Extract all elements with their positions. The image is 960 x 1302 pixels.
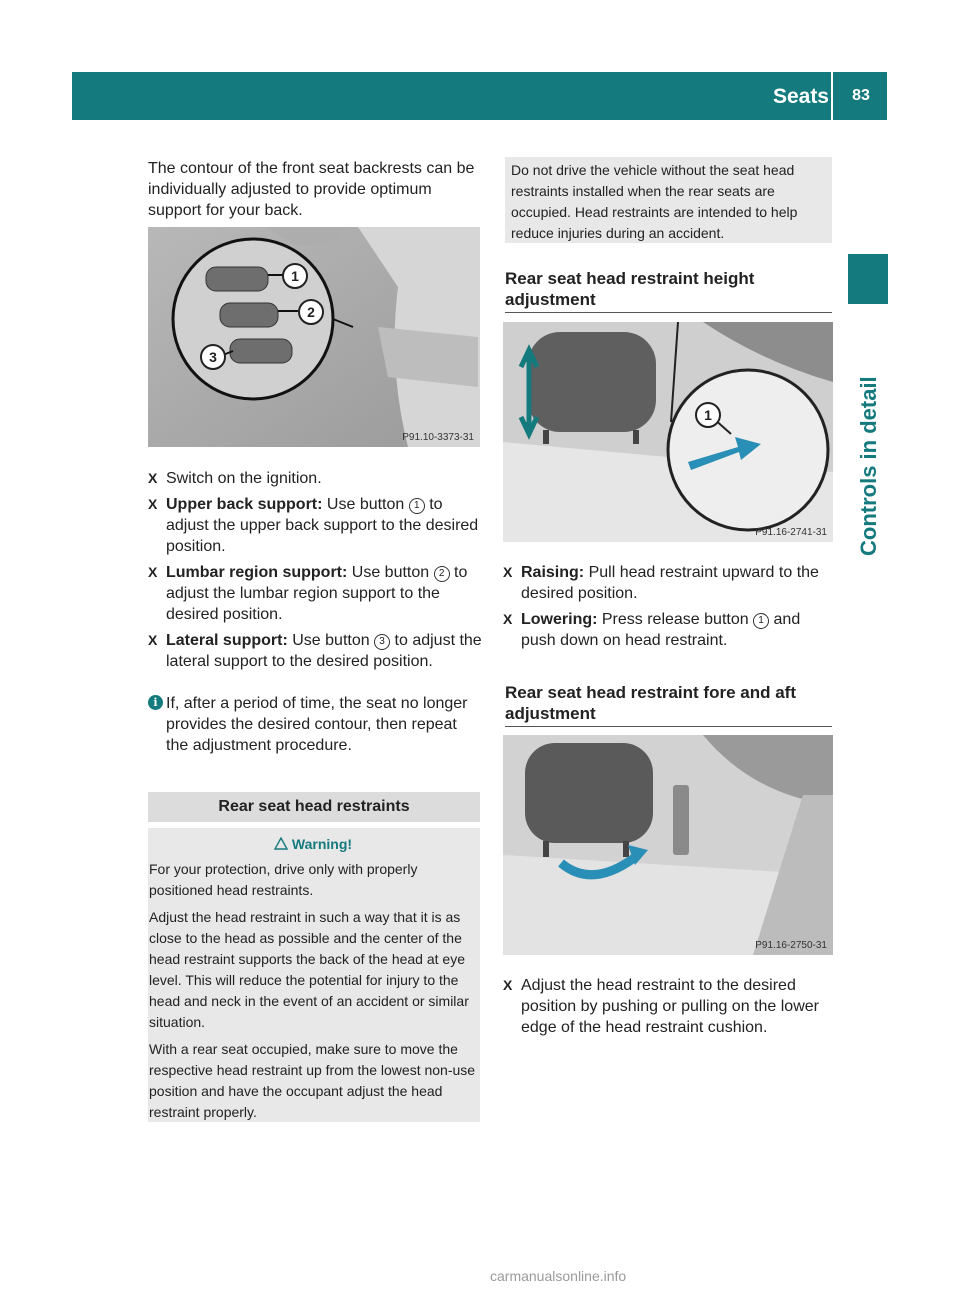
- section-heading: Rear seat head restraints: [148, 792, 480, 822]
- head-restraint-height-illustration: [503, 322, 833, 542]
- callout-1: 1: [282, 263, 308, 289]
- list-item: X Lumbar region support: Use button 2 to adjust the lumbar region support to the desired position.: [148, 564, 468, 623]
- heading-height-adjustment: Rear seat head restraint height adjustment: [505, 268, 832, 313]
- callout-1: 1: [695, 402, 721, 428]
- step-marker-icon: X: [503, 977, 513, 993]
- head-restraint-fore-aft-illustration: [503, 735, 833, 955]
- height-steps-list: [503, 562, 833, 656]
- seat-controls-illustration: [148, 227, 480, 447]
- list-item: X Adjust the head restraint to the desired position by pushing or pulling on the lower edge of the head restraint cushion.: [503, 977, 819, 1036]
- list-item: X Lateral support: Use button 3 to adjust the lateral support to the desired position.: [148, 632, 482, 670]
- info-icon: i: [148, 695, 163, 710]
- photo-label: P91.16-2750-31: [755, 940, 827, 951]
- watermark: carmanualsonline.info: [490, 1268, 627, 1284]
- seat-controls-photo: [148, 227, 480, 447]
- step-marker-icon: X: [148, 470, 158, 486]
- callout-3: 3: [200, 344, 226, 370]
- fore-aft-steps-list: [503, 975, 833, 1043]
- heading-fore-aft-adjustment: Rear seat head restraint fore and aft adjustment: [505, 682, 832, 727]
- step-marker-icon: X: [148, 564, 158, 580]
- header-divider: [831, 72, 833, 120]
- intro-paragraph: The contour of the front seat backrests can be individually adjusted to provide optimum support for your back.: [148, 160, 475, 219]
- section-title: Seats: [772, 85, 829, 108]
- step-marker-icon: X: [503, 564, 513, 580]
- warning-icon: [274, 837, 288, 850]
- step-marker-icon: X: [148, 496, 158, 512]
- photo-label: P91.16-2741-31: [755, 527, 827, 538]
- head-restraint-fore-aft-photo: [503, 735, 833, 955]
- note-box: [505, 157, 832, 243]
- list-item: X Lowering: Press release button 1 and push down on head restraint.: [503, 611, 801, 649]
- header-bar: [72, 72, 887, 120]
- warning-box: [148, 828, 480, 1122]
- side-tab: Controls in detail: [856, 376, 881, 556]
- callout-2: 2: [298, 299, 324, 325]
- step-marker-icon: X: [148, 632, 158, 648]
- warning-paragraph: With a rear seat occupied, make sure to move the respective head restraint up from the lowest non-use position and have the occupant adjust the head restraint properly.: [149, 1041, 476, 1120]
- list-item: X Switch on the ignition.: [148, 470, 322, 487]
- side-tab-block: [848, 254, 888, 304]
- head-restraint-height-photo: [503, 322, 833, 542]
- photo-label: P91.10-3373-31: [402, 432, 474, 443]
- list-item: X Upper back support: Use button 1 to adjust the upper back support to the desired position.: [148, 496, 479, 555]
- warning-paragraph: Adjust the head restraint in such a way that it is as close to the head as possible and the center of the head restraint supports the back of the head at eye level. This will reduce the potential for injury to the head and neck in the event of an accident or similar situation.: [149, 909, 469, 1030]
- info-note: [148, 693, 483, 756]
- page-number: 83: [852, 87, 870, 104]
- list-item: X Raising: Pull head restraint upward to the desired position.: [503, 564, 819, 602]
- note-text: Do not drive the vehicle without the seat head restraints installed when the rear seats are occupied. Head restraints are intended to help reduce injuries during an accident.: [511, 162, 798, 241]
- seat-steps-list: [148, 468, 483, 677]
- step-marker-icon: X: [503, 611, 513, 627]
- warning-title: Warning!: [149, 834, 477, 855]
- warning-paragraph: For your protection, drive only with properly positioned head restraints.: [149, 861, 418, 898]
- info-text: If, after a period of time, the seat no longer provides the desired contour, then repeat the adjustment procedure.: [166, 695, 468, 754]
